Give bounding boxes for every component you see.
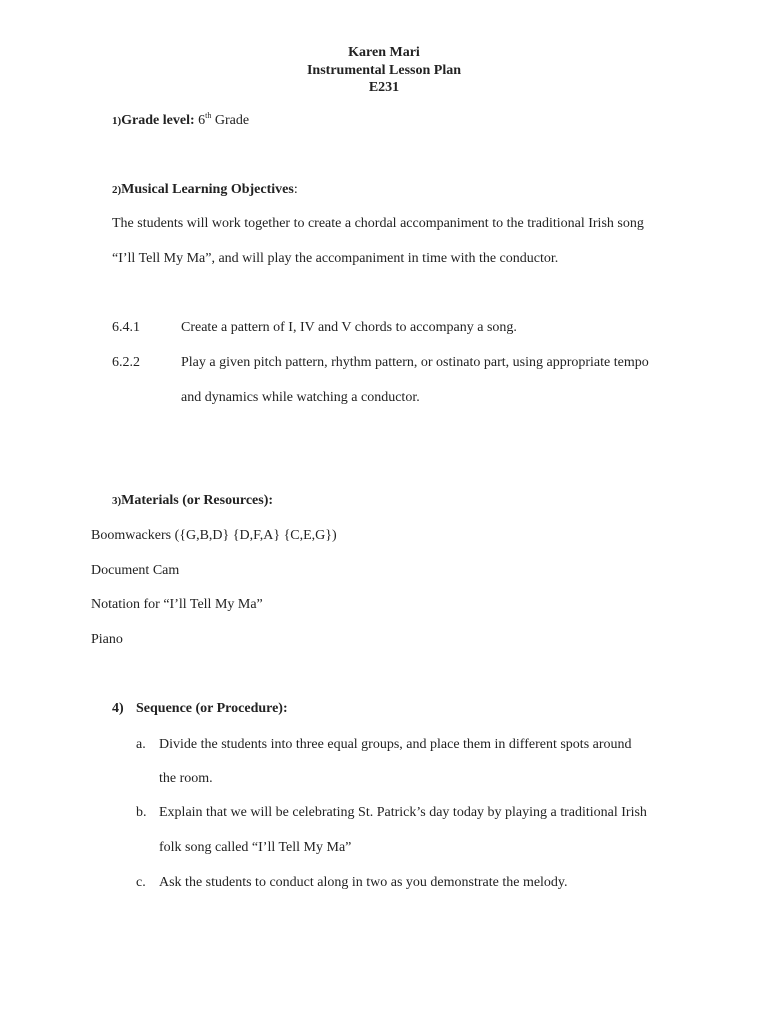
grade-level-number: 6: [198, 113, 206, 128]
objectives-heading: [112, 183, 298, 197]
step-text: Ask the students to conduct along in two as you demonstrate the melody.: [159, 875, 568, 890]
step-letter: b.: [136, 805, 147, 820]
standard-text: Create a pattern of I, IV and V chords to accompany a song.: [181, 320, 517, 335]
materials-heading: [112, 494, 273, 508]
materials-item: Notation for “I’ll Tell My Ma”: [91, 597, 263, 612]
step-text: folk song called “I’ll Tell My Ma”: [159, 840, 352, 855]
objectives-paragraph-line: “I’ll Tell My Ma”, and will play the accompaniment in time with the conductor.: [112, 251, 559, 266]
author-name: Karen Mari: [348, 45, 420, 60]
section-number: 3): [112, 495, 122, 507]
standard-text: Play a given pitch pattern, rhythm pattern, or ostinato part, using appropriate tempo: [181, 355, 649, 370]
step-text: Divide the students into three equal groups, and place them in different spots around: [159, 737, 632, 752]
sequence-number: 4): [112, 701, 124, 716]
grade-level-line: [112, 111, 250, 128]
section-number: 1): [112, 115, 122, 127]
materials-item: Boomwackers ({G,B,D} {D,F,A} {C,E,G}): [91, 528, 337, 543]
course-code: E231: [368, 80, 400, 95]
section-number: 2): [112, 184, 122, 196]
materials-item: Piano: [91, 632, 123, 647]
grade-level-word: Grade: [211, 113, 250, 128]
objectives-colon: :: [293, 182, 298, 197]
step-letter: a.: [136, 737, 146, 752]
sequence-label: Sequence (or Procedure):: [136, 701, 288, 716]
objectives-paragraph-line: The students will work together to create a chordal accompaniment to the traditional Irish song: [112, 216, 644, 231]
objectives-label: Musical Learning Objectives: [121, 182, 294, 197]
standard-code: 6.4.1: [112, 320, 140, 335]
standard-code: 6.2.2: [112, 355, 140, 370]
grade-level-suffix: th: [205, 111, 212, 120]
materials-item: Document Cam: [91, 563, 180, 578]
grade-level-label: Grade level:: [121, 113, 195, 128]
standard-text: and dynamics while watching a conductor.: [181, 390, 420, 405]
step-letter: c.: [136, 875, 146, 890]
materials-label: Materials (or Resources):: [121, 493, 274, 508]
step-text: Explain that we will be celebrating St. Patrick’s day today by playing a traditional Irish: [159, 805, 647, 820]
document-title: Instrumental Lesson Plan: [306, 63, 462, 78]
step-text: the room.: [159, 771, 213, 786]
